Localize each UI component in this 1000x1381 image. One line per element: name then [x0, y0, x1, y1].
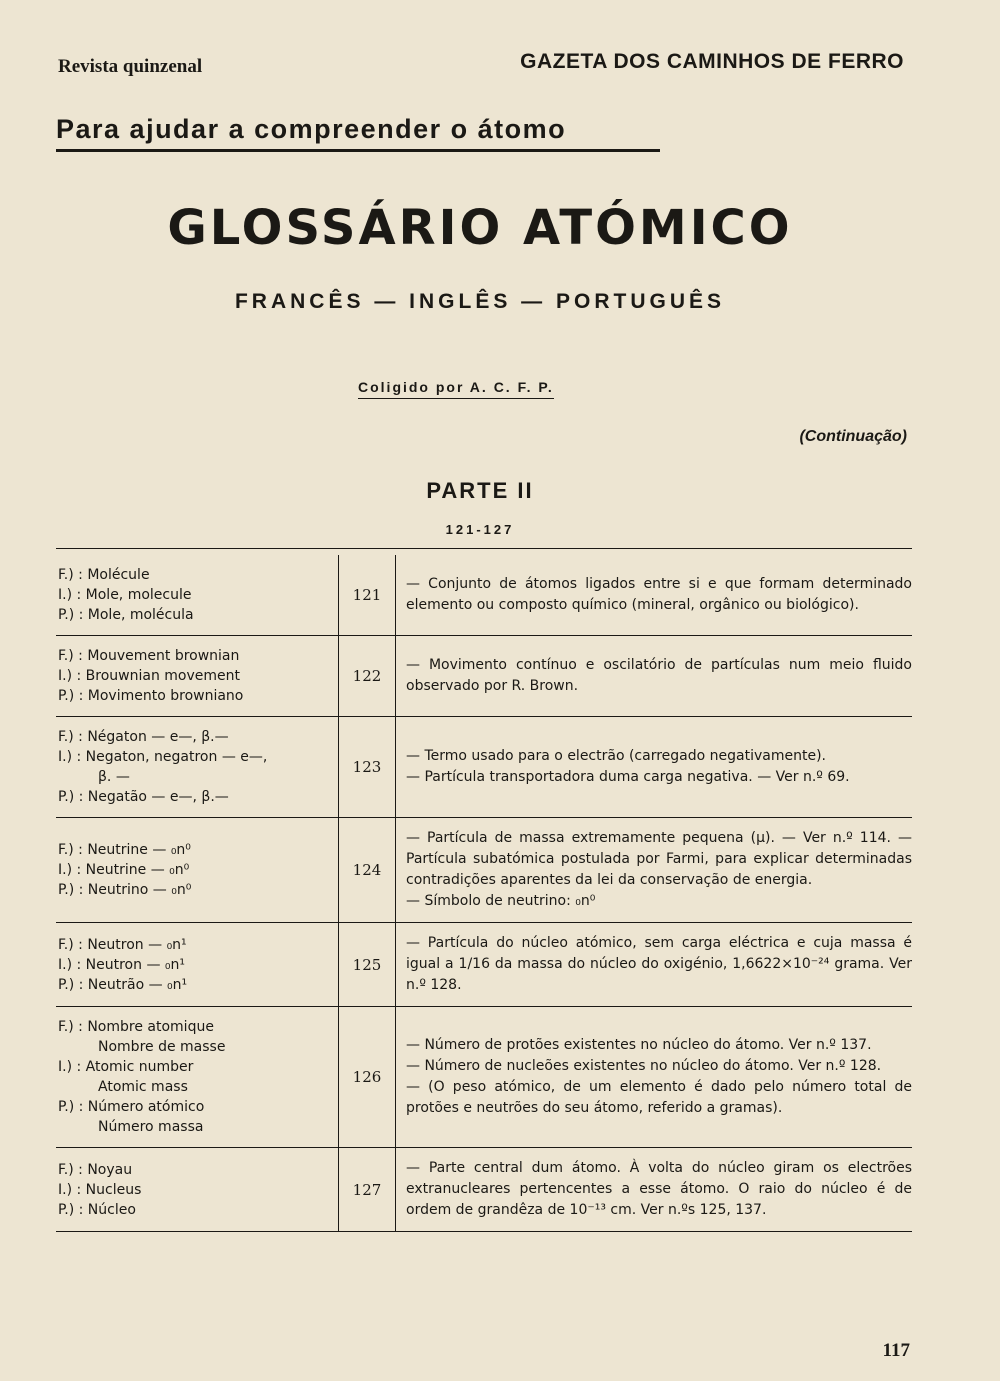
entry-definition [396, 1148, 913, 1232]
entry-number: 125 [339, 923, 396, 1007]
entry-term-line: P.) : Núcleo [58, 1201, 136, 1218]
glossary-entry-row [56, 818, 912, 923]
entry-definition-line: — Símbolo de neutrino: ₀n⁰ [406, 893, 596, 909]
entry-definition-line: — Conjunto de átomos ligados entre si e que formam determinado elemento ou composto químico (mineral, orgânico ou biológico). [406, 576, 912, 613]
entry-definition [396, 717, 913, 818]
entry-definition [396, 555, 913, 636]
running-header-left: Revista quinzenal [58, 56, 203, 77]
glossary-entry-row [56, 923, 912, 1007]
entry-term-line: Atomic mass [98, 1079, 188, 1095]
entry-term-line: P.) : Negatão — e—, β.— [58, 789, 229, 805]
entry-term-line: I.) : Mole, molecule [58, 587, 192, 603]
entry-term-line: β. — [98, 769, 130, 785]
languages-subtitle: FRANCÊS — INGLÊS — PORTUGUÊS [234, 290, 726, 313]
entry-term-line: Nombre de masse [98, 1039, 226, 1055]
entry-term-line: F.) : Négaton — e—, β.— [58, 729, 229, 745]
entry-definition [396, 923, 913, 1007]
entry-term-line: I.) : Nucleus [58, 1181, 142, 1198]
entry-term-line: P.) : Neutrino — ₀n⁰ [58, 882, 192, 898]
entry-terms [56, 1007, 339, 1148]
entry-terms [56, 1148, 339, 1232]
page-number: 117 [882, 1340, 910, 1361]
glossary-table [56, 548, 912, 1232]
entry-term-line: Número massa [98, 1119, 204, 1135]
entry-definition-line: — Movimento contínuo e oscilatório de partículas num meio fluido observado por R. Brown. [406, 657, 912, 694]
entry-definition-line: — Termo usado para o electrão (carregado negativamente). [406, 748, 826, 764]
glossary-entry-row [56, 1148, 912, 1232]
entry-term-line: P.) : Neutrão — ₀n¹ [58, 976, 188, 993]
entry-definition-line: — Parte central dum átomo. À volta do núcleo giram os electrões extranucleares pertencentes a esse átomo. O raio do núcleo é de ordem de grandêza de 10⁻¹³ cm. Ver n.ºs 125, 137. [406, 1160, 912, 1218]
entry-definition-line: — Número de nucleões existentes no núcleo do átomo. Ver n.º 128. [406, 1058, 882, 1074]
entry-range: 121-127 [445, 522, 515, 537]
entry-number: 123 [339, 717, 396, 818]
glossary-entry-row [56, 717, 912, 818]
entry-definition-line: — Partícula do núcleo atómico, sem carga eléctrica e cuja massa é igual a 1/16 da massa do núcleo do oxigénio, 1,6622×10⁻²⁴ grama. Ver n.º 128. [406, 935, 912, 993]
entry-definition-line: — Partícula transportadora duma carga negativa. — Ver n.º 69. [406, 769, 850, 785]
entry-term-line: I.) : Brouwnian movement [58, 668, 240, 684]
entry-number: 121 [339, 555, 396, 636]
entry-number: 127 [339, 1148, 396, 1232]
entry-definition-line: — Número de protões existentes no núcleo do átomo. Ver n.º 137. [406, 1037, 872, 1053]
part-heading: PARTE II [426, 478, 534, 503]
entry-term-line: F.) : Molécule [58, 567, 150, 583]
entry-definition [396, 818, 913, 923]
running-header-right: GAZETA DOS CAMINHOS DE FERRO [520, 50, 904, 73]
entry-term-line: P.) : Movimento browniano [58, 688, 244, 704]
glossary-entry-row [56, 1007, 912, 1148]
article-kicker: Para ajudar a compreender o átomo [56, 114, 660, 152]
entry-term-line: P.) : Mole, molécula [58, 607, 194, 623]
entry-term-line: F.) : Neutron — ₀n¹ [58, 936, 187, 953]
entry-definition-line: — (O peso atómico, de um elemento é dado pelo número total de protões e neutrões do seu átomo, referido a gramas). [406, 1079, 912, 1116]
entry-definition [396, 1007, 913, 1148]
entry-terms [56, 923, 339, 1007]
entry-terms [56, 818, 339, 923]
entry-term-line: I.) : Neutrine — ₀n⁰ [58, 862, 190, 878]
entry-terms [56, 636, 339, 717]
entry-term-line: I.) : Neutron — ₀n¹ [58, 956, 185, 973]
entry-number: 126 [339, 1007, 396, 1148]
entry-term-line: I.) : Atomic number [58, 1059, 194, 1075]
glossary-entry-row [56, 636, 912, 717]
continued-note: (Continuação) [799, 428, 907, 445]
entry-term-line: F.) : Noyau [58, 1161, 133, 1178]
entry-term-line: F.) : Neutrine — ₀n⁰ [58, 842, 191, 858]
entry-term-line: F.) : Mouvement brownian [58, 648, 240, 664]
entry-term-line: F.) : Nombre atomique [58, 1019, 214, 1035]
entry-number: 122 [339, 636, 396, 717]
compiled-by: Coligido por A. C. F. P. [358, 379, 554, 399]
entry-definition [396, 636, 913, 717]
article-title: GLOSSÁRIO ATÓMICO [167, 200, 793, 256]
entry-terms [56, 717, 339, 818]
entry-terms [56, 555, 339, 636]
entry-definition-line: — Partícula de massa extremamente pequena (μ). — Ver n.º 114. — Partícula subatómica postulada por Farmi, para explicar determinadas contradições aparentes da lei da conservação de energia. [406, 830, 912, 888]
glossary-entry-row [56, 555, 912, 636]
entry-number: 124 [339, 818, 396, 923]
entry-term-line: I.) : Negaton, negatron — e—, [58, 749, 268, 765]
entry-term-line: P.) : Número atómico [58, 1099, 205, 1115]
